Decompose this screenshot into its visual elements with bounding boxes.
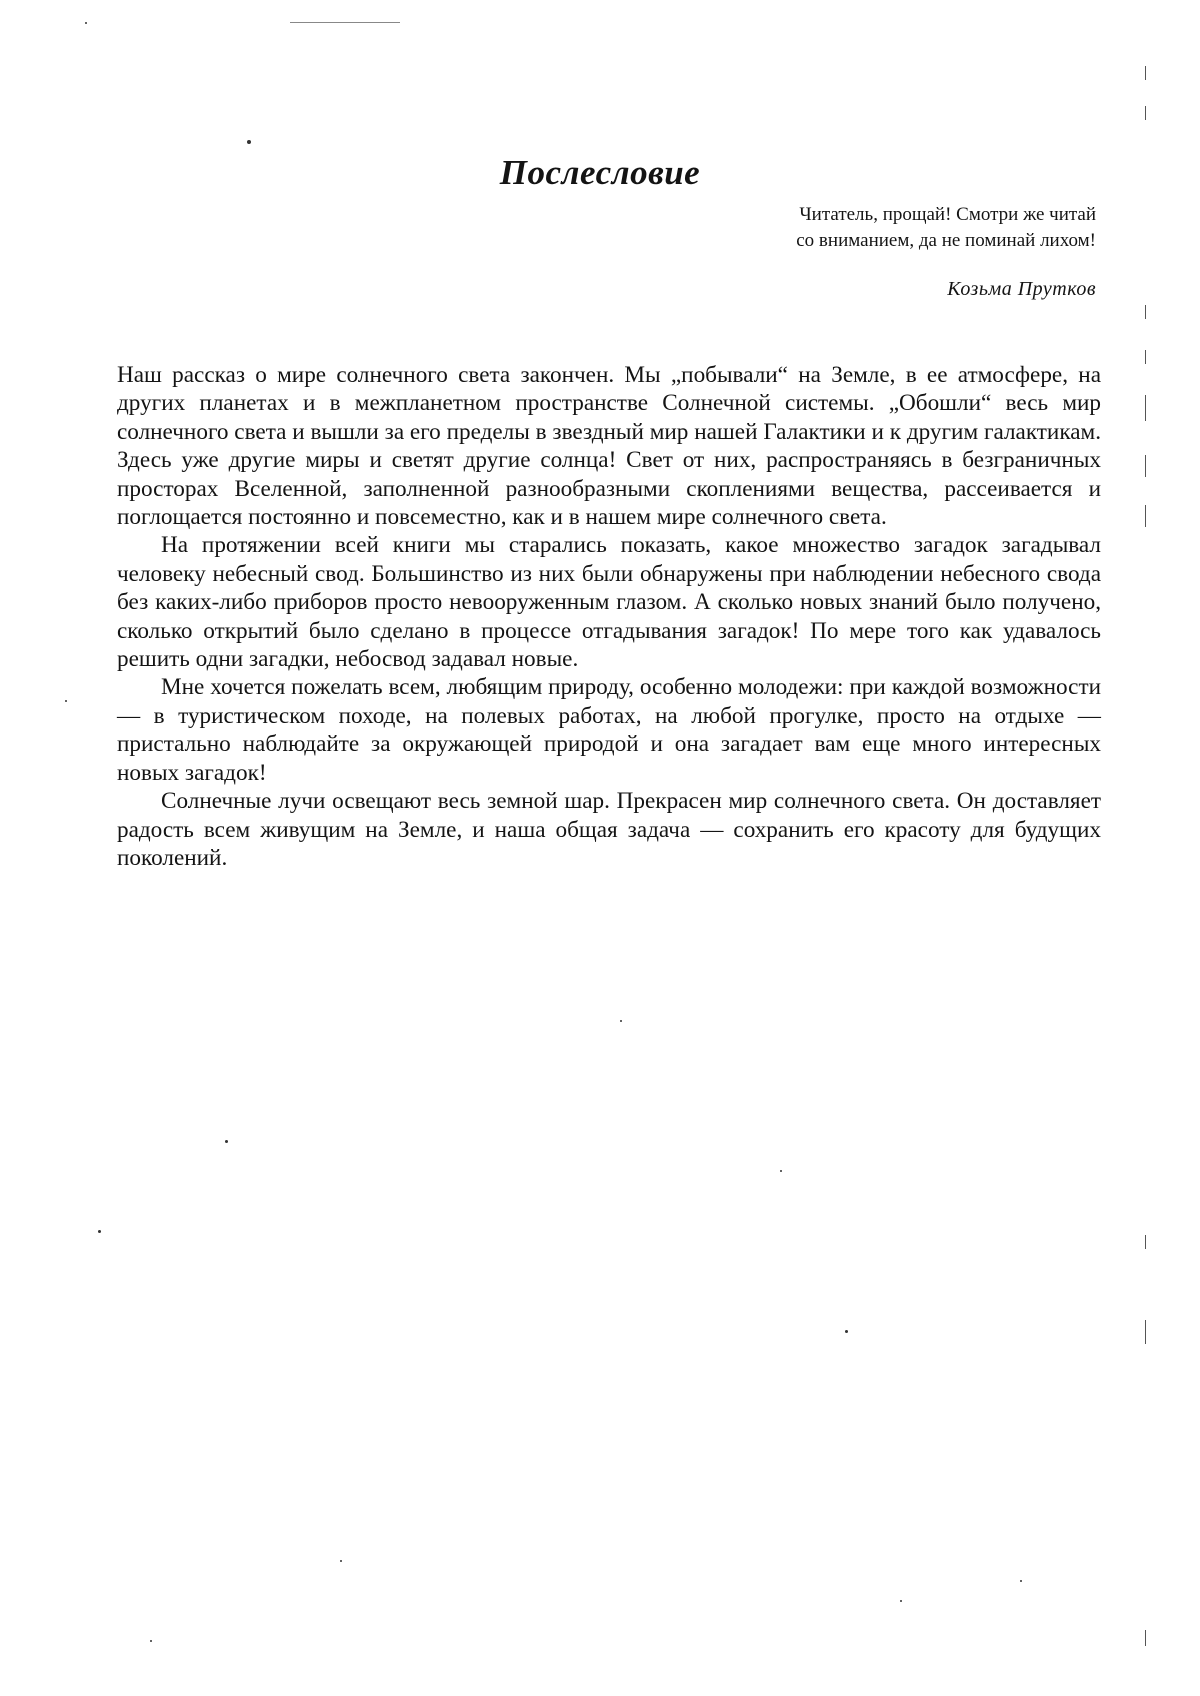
scan-artifact [1145,1235,1146,1249]
scan-speck [247,140,251,144]
scan-artifact [1145,505,1146,527]
scan-speck [900,1600,902,1602]
scan-artifact [1145,106,1146,120]
scan-artifact [290,22,400,23]
scan-artifact [1145,350,1146,364]
epigraph-line: Читатель, прощай! Смотри же читай [799,204,1096,225]
epigraph [536,202,1096,254]
scan-speck [1020,1580,1022,1582]
scan-speck [85,22,87,24]
page-title: Послесловие [499,153,701,193]
epigraph-line: со вниманием, да не поминай лихом! [796,230,1096,251]
scan-speck [845,1330,848,1333]
scan-speck [150,1640,152,1642]
scan-artifact [1145,1320,1146,1344]
paragraph: Солнечные лучи освещают весь земной шар. Прекрасен мир солнечного света. Он доставляет радость всем живущим на Земле, и наша общая задача — сохранить его красоту для будущих поколений. [117,788,1101,871]
paragraph: На протяжении всей книги мы старались показать, какое множество загадок загадывал человеку небесный свод. Большинство из них были обнаружены при наблюдении небесного свода без каких-либо приборов просто невооруженным глазом. А сколько новых знаний было получено, сколько открытий было сделано в процессе отгадывания загадок! По мере того как удавалось решить одни загадки, небосвод задавал новые. [117,532,1101,673]
scan-speck [225,1140,228,1143]
scan-artifact [1145,66,1146,80]
body-text [117,361,1101,872]
scan-artifact [1145,1630,1146,1646]
scan-speck [65,700,67,702]
scan-speck [98,1230,101,1233]
scan-speck [780,1170,782,1172]
paragraph: Мне хочется пожелать всем, любящим природу, особенно молодежи: при каждой возможности — в туристическом походе, на полевых работах, на любой прогулке, просто на отдыхе — пристально наблюдайте за окружающей природой и она загадает вам еще много интересных новых загадок! [117,674,1101,786]
paragraph: Наш рассказ о мире солнечного света закончен. Мы „побывали“ на Земле, в ее атмосфере, на других планетах и в межпланетном пространстве Солнечной системы. „Обошли“ весь мир солнечного света и вышли за его пределы в звездный мир нашей Галактики и к другим галактикам. Здесь уже другие миры и светят другие солнца! Свет от них, распространяясь в безграничных просторах Вселенной, заполненной разнообразными скоплениями вещества, рассеивается и поглощается постоянно и повсеместно, как и в нашем мире солнечного света. [117,362,1101,531]
scan-speck [340,1560,342,1562]
scan-artifact [1145,305,1146,319]
scan-artifact [1145,395,1146,421]
scan-artifact [1145,455,1146,477]
scan-speck [620,1020,622,1022]
epigraph-author: Козьма Прутков [947,278,1096,300]
